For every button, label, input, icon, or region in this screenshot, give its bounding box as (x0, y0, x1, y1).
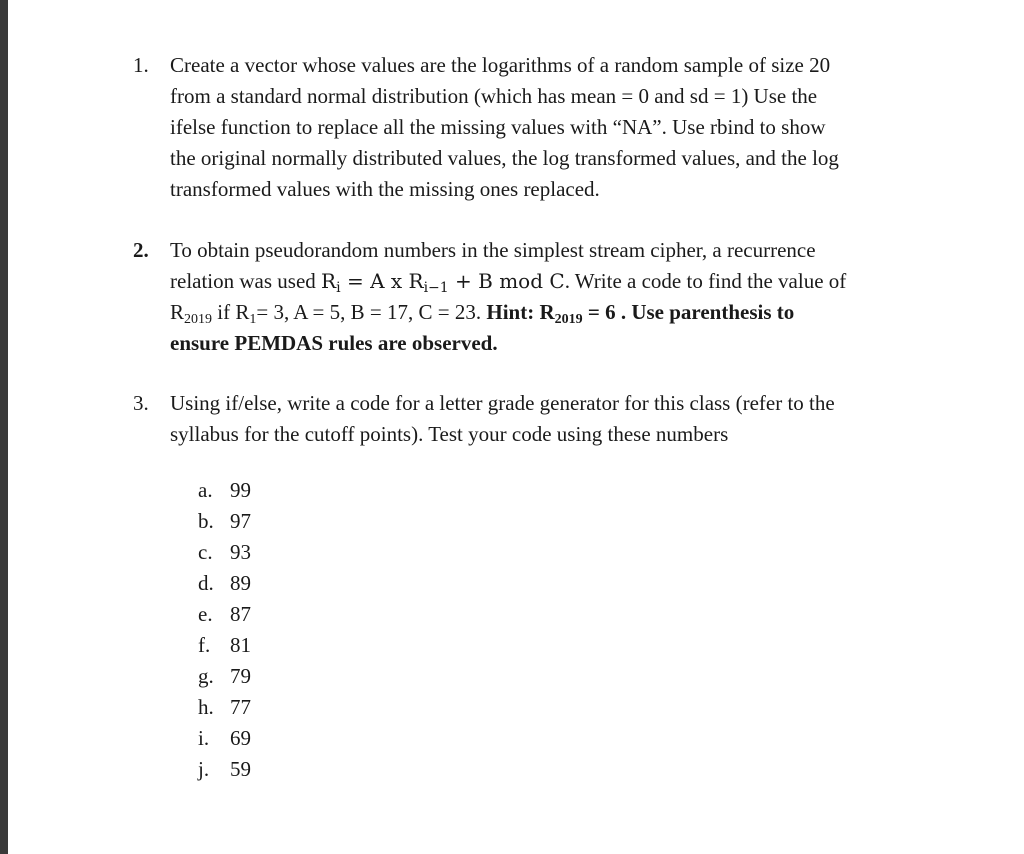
list-value: 59 (230, 757, 251, 781)
list-value: 99 (230, 478, 251, 502)
eq-subscript: i (336, 280, 341, 296)
text-line: To obtain pseudorandom numbers in the simplest stream cipher, a recurrence (170, 238, 816, 262)
question-number: 2. (133, 238, 149, 262)
eq-subscript: i−1 (423, 280, 449, 296)
hint-subscript: 2019 (554, 312, 583, 327)
list-item (198, 537, 251, 568)
list-value: 69 (230, 726, 251, 750)
text-line: Create a vector whose values are the logarithms of a random sample of size 20 (170, 53, 831, 77)
text-line: ifelse function to replace all the missing values with “NA”. Use rbind to show (170, 115, 826, 139)
list-marker: a. (198, 478, 213, 502)
text-segment: = 3, A = 5, B = 17, C = 23. (256, 300, 487, 324)
text-segment: . Write a code to find the value of (564, 269, 847, 293)
list-marker: b. (198, 509, 214, 533)
question-2 (133, 235, 923, 359)
list-value: 93 (230, 540, 251, 564)
list-item (198, 475, 251, 506)
list-marker: d. (198, 571, 214, 595)
text-line: ensure PEMDAS rules are observed. (170, 331, 498, 355)
question-1 (133, 50, 923, 205)
list-item (198, 568, 251, 599)
list-marker: i. (198, 726, 210, 750)
list-item (198, 723, 251, 754)
list-value: 81 (230, 633, 251, 657)
list-item (198, 661, 251, 692)
hint-value: = 6 (582, 300, 616, 324)
text-line: Using if/else, write a code for a letter grade generator for this class (refer to the (170, 391, 835, 415)
list-value: 79 (230, 664, 251, 688)
list-marker: j. (198, 757, 210, 781)
list-value: 89 (230, 571, 251, 595)
list-item (198, 630, 251, 661)
question-3 (133, 388, 923, 450)
question-number: 1. (133, 53, 149, 77)
text-line (170, 297, 923, 328)
hint-text: . Use parenthesis to (615, 300, 795, 324)
hint-label: Hint: R (486, 300, 555, 324)
list-value: 77 (230, 695, 251, 719)
eq-segment: + B mod C (448, 269, 565, 293)
list-marker: g. (198, 664, 214, 688)
subscript: 1 (249, 312, 257, 327)
text-segment: relation was used (170, 269, 322, 293)
list-item (198, 692, 251, 723)
text-line: from a standard normal distribution (which has mean = 0 and sd = 1) Use the (170, 84, 818, 108)
document-page (8, 0, 1024, 854)
recurrence-equation (321, 269, 565, 296)
text-line: transformed values with the missing ones replaced. (170, 177, 600, 201)
question-text (170, 388, 923, 450)
list-item (198, 506, 251, 537)
question-number: 3. (133, 391, 149, 415)
list-item (198, 754, 251, 785)
list-marker: h. (198, 695, 214, 719)
text-segment: if R (212, 300, 250, 324)
eq-segment: = A x R (340, 269, 424, 293)
text-line: the original normally distributed values, the log transformed values, and the log (170, 146, 839, 170)
subscript: 2019 (184, 312, 213, 327)
text-segment: R (170, 300, 185, 324)
question-text (170, 50, 923, 205)
test-values-list (198, 475, 251, 785)
list-marker: e. (198, 602, 213, 626)
list-marker: f. (198, 633, 211, 657)
text-line (170, 266, 923, 297)
list-value: 97 (230, 509, 251, 533)
list-marker: c. (198, 540, 213, 564)
list-value: 87 (230, 602, 251, 626)
eq-symbol: R (321, 269, 337, 293)
list-item (198, 599, 251, 630)
question-text (170, 235, 923, 359)
text-line: syllabus for the cutoff points). Test your code using these numbers (170, 422, 729, 446)
